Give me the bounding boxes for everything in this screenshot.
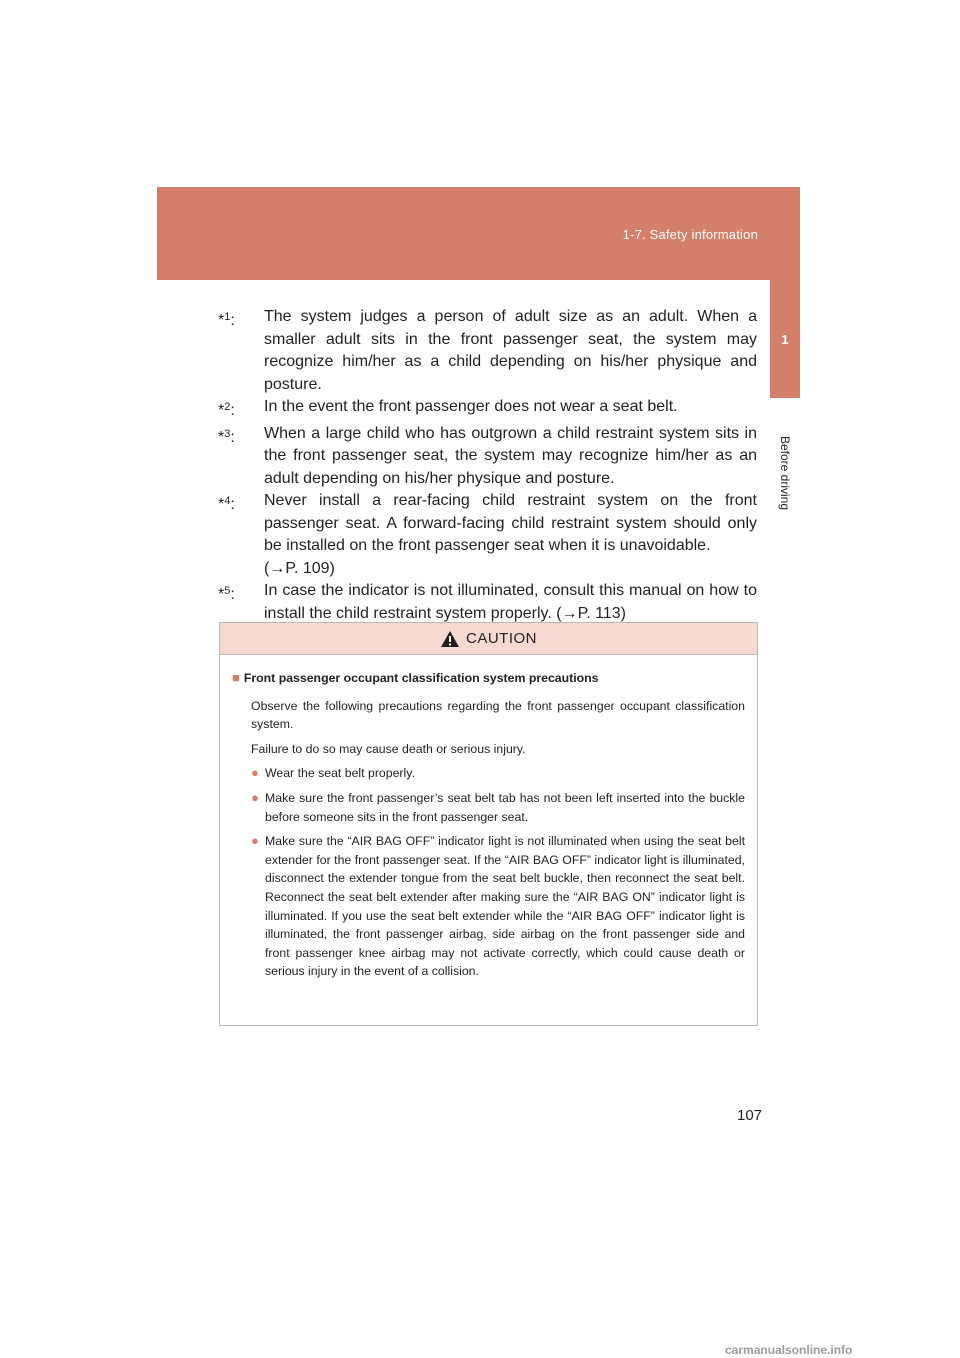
caution-warning: Failure to do so may cause death or serious injury. (251, 741, 526, 756)
footnote-text: The system judges a person of adult size as an adult. When a smaller adult sits in the front passenger seat, the system may recognize him/her as a child depending on his/her physique and posture. (264, 308, 757, 393)
footnote-mark: *$^2$: (218, 401, 235, 419)
footnote-text: When a large child who has outgrown a child restraint system sits in the front passenger seat, the system may recognize him/her as an adult depending on his/her physique and posture. (264, 424, 757, 487)
warning-triangle-icon (440, 630, 460, 648)
footnote-item (218, 396, 757, 423)
caution-header (220, 623, 757, 655)
page-number: 107 (737, 1107, 763, 1124)
caution-label: CAUTION (466, 630, 537, 647)
caution-intro: Observe the following precautions regarding the front passenger occupant classification system. (251, 698, 745, 732)
chapter-tab (770, 280, 800, 398)
circle-bullet-icon: ● (251, 765, 259, 781)
square-bullet-icon: ■ (232, 670, 240, 685)
circle-bullet-icon: ● (251, 789, 259, 805)
chapter-number: 1 (781, 331, 789, 347)
footnote-list (218, 306, 757, 625)
chapter-label: Before driving (778, 435, 792, 511)
caution-bullet: ● Wear the seat belt properly. (251, 764, 745, 783)
circle-bullet-icon: ● (251, 833, 259, 849)
footnote-text: In the event the front passenger does not wear a seat belt. (264, 398, 678, 415)
footnote-item (218, 490, 757, 580)
caution-bullet: ● Make sure the front passenger’s seat belt tab has not been left inserted into the buckle before someone sits in the front passenger seat. (251, 789, 745, 826)
caution-title: ■ Front passenger occupant classification system precautions (232, 669, 745, 688)
footnote-item (218, 306, 757, 396)
caution-bullet: ● Make sure the “AIR BAG OFF” indicator light is not illuminated when using the seat belt extender for the front passenger seat. If the “AIR BAG OFF” indicator light is illuminated, disconnect the extender tongue from the seat belt buckle, then reconnect the seat belt. Reconnect the seat belt extender after making sure the “AIR BAG ON” indicator light is illuminated. If you use the seat belt extender while the “AIR BAG OFF” indicator light is illuminated, the front passenger airbag, side airbag on the front passenger side and front passenger knee airbag may not activate correctly, which could cause death or serious injury in the event of a collision. (251, 832, 745, 981)
footnote-mark: *$^4$: (218, 495, 235, 513)
header-band (157, 187, 800, 280)
footnote-item (218, 580, 757, 625)
footnote-item (218, 423, 757, 491)
footnote-mark: *$^5$: (218, 585, 235, 603)
footnote-mark: *$^3$: (218, 427, 235, 446)
section-title: 1-7. Safety information (622, 227, 758, 242)
footnote-text: Never install a rear-facing child restraint system on the front passenger seat. A forward-facing child restraint system should only be installed on the front passenger seat when it is unavoidable. (→P. 109) (264, 492, 757, 577)
caution-body (220, 655, 757, 981)
watermark: carmanualsonline.info (725, 1343, 853, 1357)
footnote-mark: *$^1$: (218, 311, 235, 329)
footnote-text: In case the indicator is not illuminated, consult this manual on how to install the child restraint system properly. (→P. 113) (264, 582, 757, 622)
caution-box (219, 622, 758, 1026)
page-reference: (→P. 109) (264, 559, 335, 577)
